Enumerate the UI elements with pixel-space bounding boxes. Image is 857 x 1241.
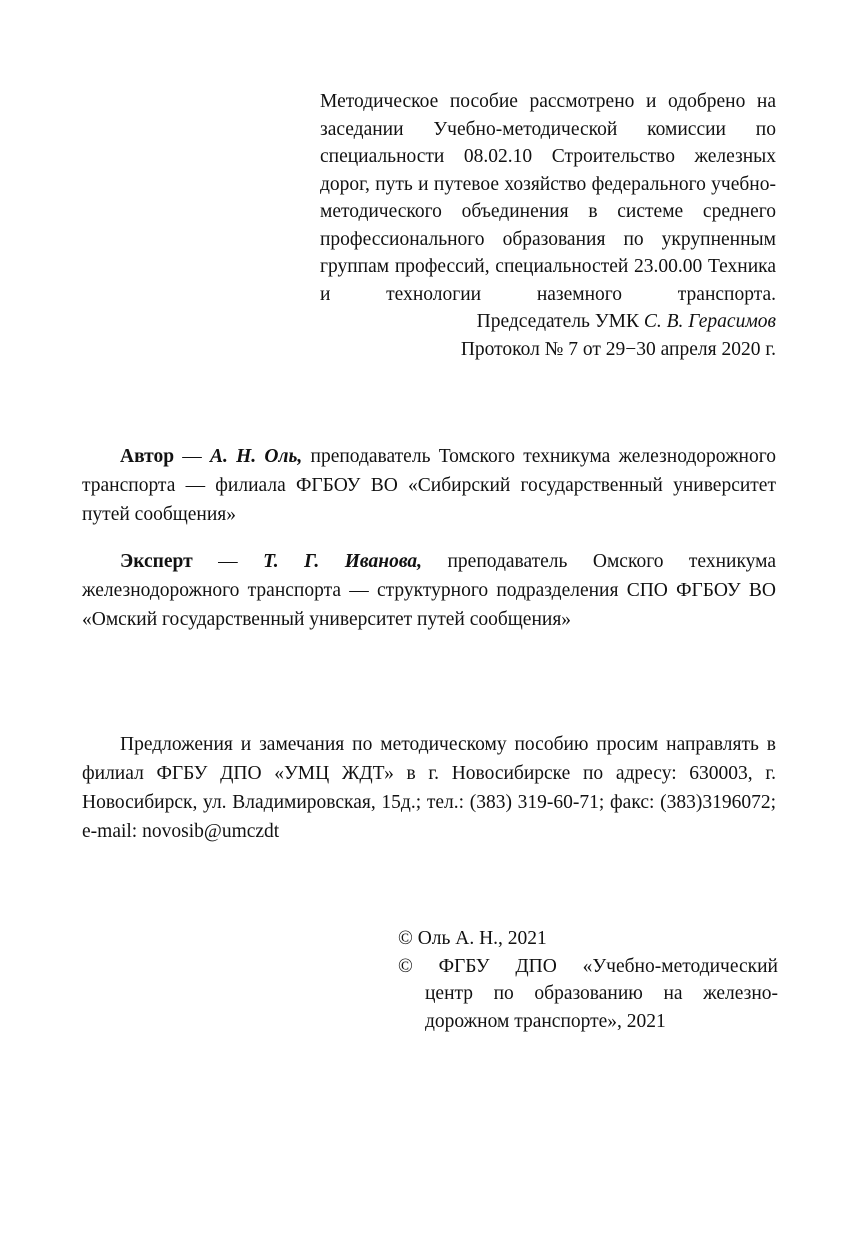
copyright-line-org-3: дорожном транспорте», 2021 xyxy=(425,1010,666,1032)
approval-signature-block xyxy=(320,308,776,363)
approval-paragraph: Методическое пособие рассмотрено и одобрено на заседании Учебно-методической комиссии по специальности 08.02.10 Строительство железных дорог, путь и путевое хозяйство федерального учебно-методического объединения в системе среднего профессионального образования по укрупненным группам профессий, специальностей 23.00.00 Техника и технологии наземного транспорта. xyxy=(320,91,776,305)
chair-label: Председатель УМК xyxy=(476,311,639,332)
chair-name: С. В. Герасимов xyxy=(643,311,776,332)
suggestions-block xyxy=(82,730,776,846)
approval-statement-block xyxy=(320,88,776,308)
author-role-label: Автор xyxy=(120,446,175,467)
author-paragraph xyxy=(82,442,776,529)
copyright-line-author: © Оль А. Н., 2021 xyxy=(398,928,547,949)
expert-paragraph xyxy=(82,547,776,634)
expert-name: Т. Г. Иванова, xyxy=(263,551,423,572)
copyright-line-org-1: © ФГБУ ДПО «Учебно-методический xyxy=(398,955,778,977)
author-name: А. Н. Оль, xyxy=(210,446,303,467)
expert-description: преподаватель Омского техникума железнодорожного транспорта — структурного подразделения СПО ФГБОУ ВО «Омский государственный университет путей сообщения» xyxy=(82,551,776,630)
expert-dash: — xyxy=(218,551,238,572)
copyright-line-org-2: центр по образованию на железно- xyxy=(425,983,778,1004)
expert-role-label: Эксперт xyxy=(120,551,193,572)
author-dash: — xyxy=(182,446,202,467)
approval-chair-line xyxy=(320,308,776,336)
suggestions-paragraph: Предложения и замечания по методическому пособию просим направлять в филиал ФГБУ ДПО «УМЦ ЖДТ» в г. Новосибирске по адресу: 630003, г. Новосибирск, ул. Владимировская, 15д.; тел.: (383) 319-60-71; факс: (383)3196072; e-mail: novosib@umczdt xyxy=(82,734,776,842)
credits-block xyxy=(82,442,776,634)
author-description: преподаватель Томского техникума железнодорожного транспорта — филиала ФГБОУ ВО «Сибирский государственный университет путей сообщения» xyxy=(82,446,776,525)
copyright-block xyxy=(398,925,778,1035)
approval-protocol-line: Протокол № 7 от 29−30 апреля 2020 г. xyxy=(460,338,776,360)
